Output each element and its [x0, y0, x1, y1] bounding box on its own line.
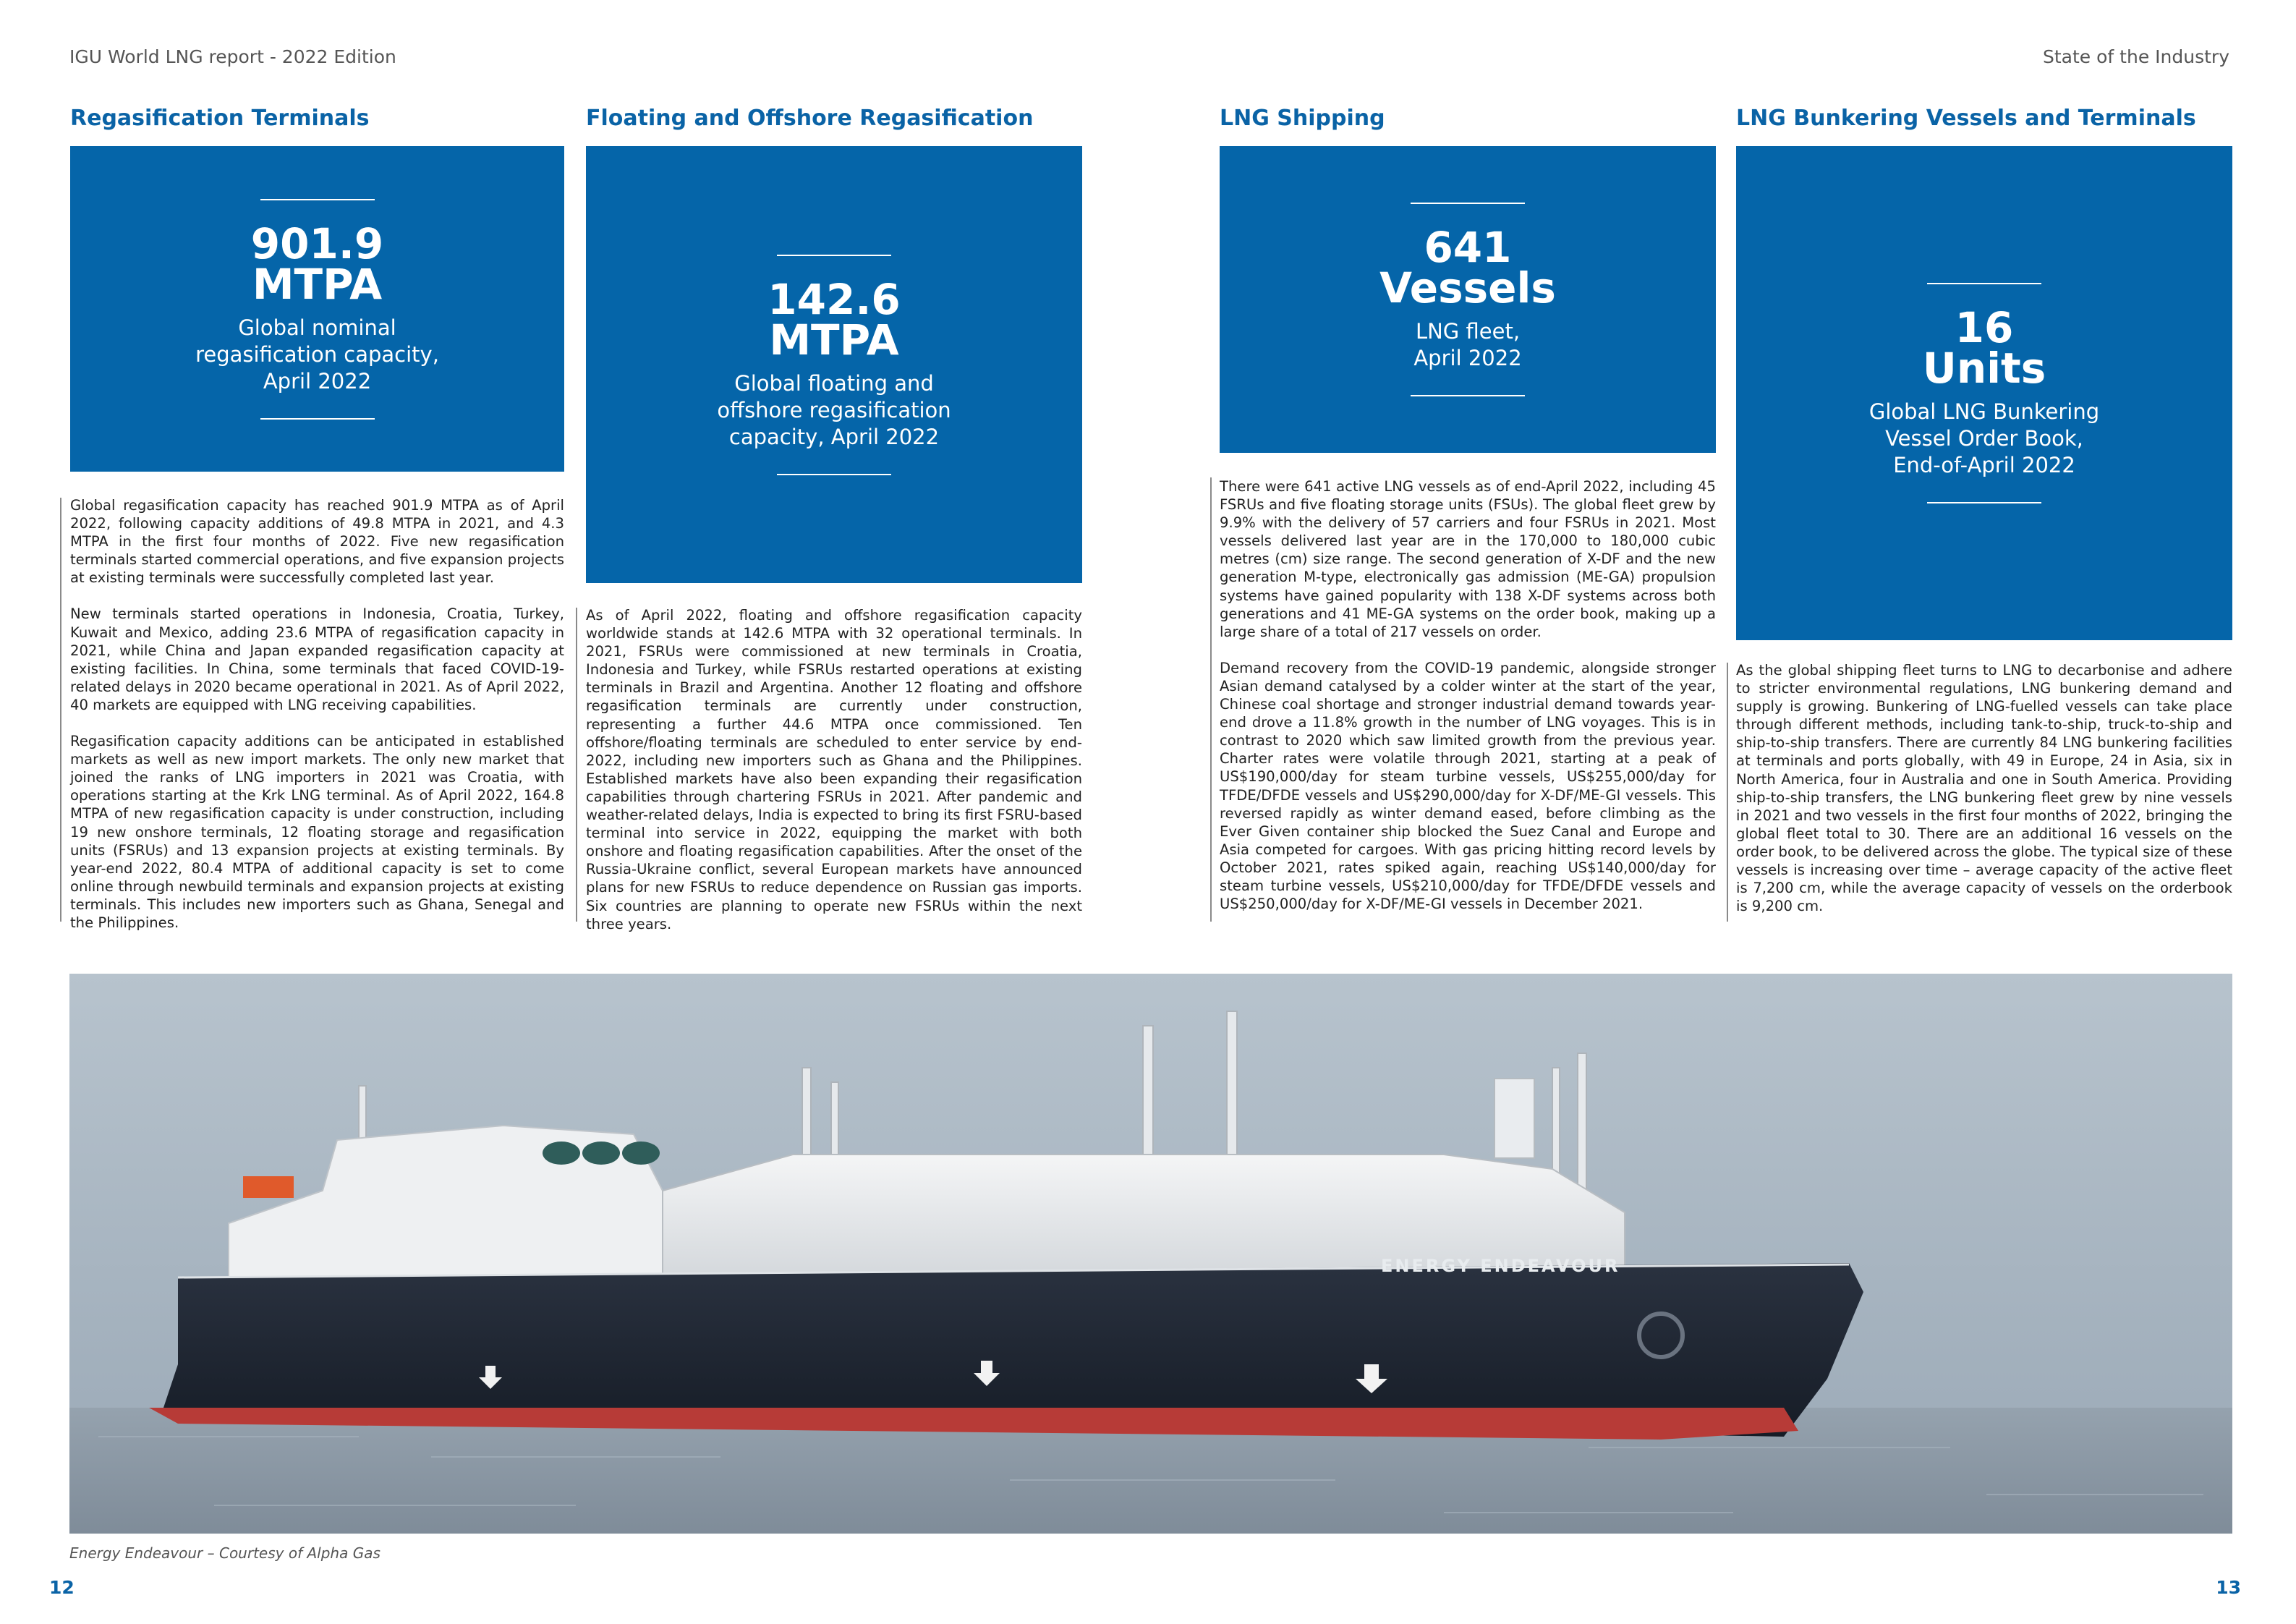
stat-box-bunkering	[1736, 146, 2232, 640]
stat-caption: LNG fleet, April 2022	[1413, 319, 1522, 370]
stat-rule-top	[1411, 203, 1525, 204]
lifeboats	[543, 1142, 660, 1165]
paragraph: There were 641 active LNG vessels as of end-April 2022, including 45 FSRUs and five floating storage units (FSUs). The global fleet grew by 9.9% with the delivery of 57 carriers and four FSRUs in 2021. Most vessels delivered last year are in the 170,000 to 180,000 cubic metres (cm) size range. The second generation of X-DF and the new generation M-type, electronically gas admission (ME-GA) propulsion systems have gained popularity with 138 X-DF systems across both generations and 41 ME-GA systems on the order book, making up a large share of a total of 217 vessels on order.	[1220, 478, 1716, 640]
ship-name-text: ENERGY ENDEAVOUR	[1381, 1256, 1620, 1276]
stat-rule-bottom	[1411, 395, 1525, 396]
column-rule	[576, 608, 577, 922]
page-number-right: 13	[2216, 1577, 2241, 1598]
column-rule	[1210, 477, 1212, 922]
bow-mast-house	[1494, 1079, 1534, 1158]
paragraph: Regasification capacity additions can be anticipated in established markets as well as new import markets. The only new market that joined the ranks of LNG importers in 2021 was Croatia, with operations starting at the Krk LNG terminal. As of April 2022, 164.8 MTPA of new regasification capacity is under construction, including 19 new onshore terminals, 12 floating storage and regasification units (FSRUs) and 13 expansion projects at existing terminals. By year-end 2022, 80.4 MTPA of additional capacity is set to come online through newbuild terminals and expansion projects at existing terminals. This includes new importers such as Ghana, Senegal and the Philippines.	[70, 733, 564, 931]
stat-unit: MTPA	[252, 259, 383, 309]
section-title-lng-shipping: LNG Shipping	[1220, 106, 1385, 131]
section-title-lng-bunkering: LNG Bunkering Vessels and Terminals	[1736, 106, 2196, 131]
paragraph: New terminals started operations in Indonesia, Croatia, Turkey, Kuwait and Mexico, adding 23.6 MTPA of regasification capacity in 2021, while China and Japan expanded regasification capacity at existing facilities. In China, some terminals that faced COVID-19-related delays in 2020 became operational in 2021. As of April 2022, 40 markets are equipped with LNG receiving capabilities.	[70, 605, 564, 713]
rescue-boat	[243, 1176, 294, 1198]
ship-photo	[69, 974, 2232, 1534]
column-rule	[1727, 663, 1728, 922]
running-header-right: State of the Industry	[2043, 46, 2229, 67]
column-rule	[60, 498, 61, 922]
stat-box-shipping	[1220, 146, 1716, 453]
stat-box-regasification	[70, 146, 564, 472]
stat-value: 901.9	[250, 218, 384, 268]
paragraph: As of April 2022, floating and offshore regasification capacity worldwide stands at 142.6 MTPA with 32 operational terminals. In 2021, FSRUs were commissioned at new terminals in Croatia, Indonesia and Turkey, while FSRUs restarted operations at existing terminals in Brazil and Argentina. Another 12 floating and offshore regasification terminals are currently under construction, representing a further 44.6 MTPA once commissioned. Ten offshore/floating terminals are scheduled to enter service by end-2022, including new importers such as Ghana and the Philippines. Established markets have also been expanding their regasification capabilities through chartering FSRUs in 2021. After pandemic and weather-related delays, India is expected to bring its first FSRU-based terminal into service in 2022, equipping the market with both onshore and floating regasification capabilities. After the onset of the Russia-Ukraine conflict, several European markets have announced plans for new FSRUs to reduce dependence on Russian gas imports. Six countries are planning to operate new FSRUs within the next three years.	[586, 607, 1082, 932]
stat-unit: Units	[1922, 344, 2046, 393]
stat-rule-top	[1927, 283, 2041, 284]
body-text-shipping	[1220, 477, 1716, 913]
lng-carrier-illustration	[69, 974, 2232, 1534]
stat-rule-top	[260, 199, 375, 200]
body-text-regasification	[70, 496, 564, 932]
stat-rule-top	[777, 255, 891, 256]
body-text-bunkering	[1736, 661, 2232, 915]
stat-value: 142.6	[768, 274, 901, 324]
section-title-regasification-terminals: Regasification Terminals	[70, 106, 370, 131]
stat-caption: Global nominal regasification capacity, April 2022	[195, 315, 439, 394]
running-header-left: IGU World LNG report - 2022 Edition	[69, 46, 396, 67]
stat-unit: Vessels	[1379, 263, 1556, 313]
stat-caption: Global LNG Bunkering Vessel Order Book, End-of-April 2022	[1868, 399, 2100, 477]
stat-rule-bottom	[260, 418, 375, 420]
body-text-floating	[586, 606, 1082, 933]
paragraph: Demand recovery from the COVID-19 pandemic, alongside stronger Asian demand catalysed by a colder winter at the start of the year, Chinese coal shortage and stronger industrial demand towards year-end drove a 11.8% growth in the number of LNG voyages. This is in contrast to 2020 which saw limited growth from the previous year. Charter rates were volatile through 2021, starting at a peak of US$190,000/day for steam turbine vessels, US$255,000/day for TFDE/DFDE vessels and US$290,000/day for X-DF/ME-GI vessels. This reversed rapidly as winter demand eased, before climbing as the Ever Given container ship blocked the Suez Canal and Europe and Asia competed for cargoes. With gas pricing hitting record levels by October 2021, rates spiked again, reaching US$140,000/day for steam turbine vessels, US$210,000/day for TFDE/DFDE vessels and US$250,000/day for X-DF/ME-GI vessels in December 2021.	[1220, 659, 1716, 913]
paragraph: As the global shipping fleet turns to LNG to decarbonise and adhere to stricter environmental regulations, LNG bunkering demand and supply is growing. Bunkering of LNG-fuelled vessels can take place through different methods, including tank-to-ship, truck-to-ship and ship-to-ship transfers. There are currently 84 LNG bunkering facilities at terminals and ports globally, with 49 in Europe, 24 in Asia, six in North America, four in Australia and one in South America. Providing ship-to-ship transfers, the LNG bunkering fleet grew by nine vessels in 2021 and two vessels in the first four months of 2022, bringing the global fleet total to 30. There are an additional 16 vessels on the order book, to be delivered across the globe. The typical size of these vessels is increasing over time – average capacity of the active fleet is 7,200 cm, while the average capacity of vessels on the orderbook is 9,200 cm.	[1736, 662, 2232, 915]
stat-rule-bottom	[1927, 502, 2041, 503]
stat-rule-bottom	[777, 474, 891, 475]
stat-caption: Global floating and offshore regasification capacity, April 2022	[717, 370, 951, 449]
paragraph: Global regasification capacity has reached 901.9 MTPA as of April 2022, following capacity additions of 49.8 MTPA in 2021, and 4.3 MTPA in the first four months of 2022. Five new regasification terminals started commercial operations, and five expansion projects at existing terminals were successfully completed last year.	[70, 497, 564, 587]
stat-unit: MTPA	[769, 315, 899, 365]
stat-value: 641	[1424, 223, 1512, 272]
photo-caption: Energy Endeavour – Courtesy of Alpha Gas	[69, 1544, 380, 1562]
section-title-floating-offshore: Floating and Offshore Regasification	[586, 106, 1034, 131]
page-number-left: 12	[49, 1577, 75, 1598]
stat-box-floating	[586, 146, 1082, 583]
stat-value: 16	[1955, 303, 2014, 352]
